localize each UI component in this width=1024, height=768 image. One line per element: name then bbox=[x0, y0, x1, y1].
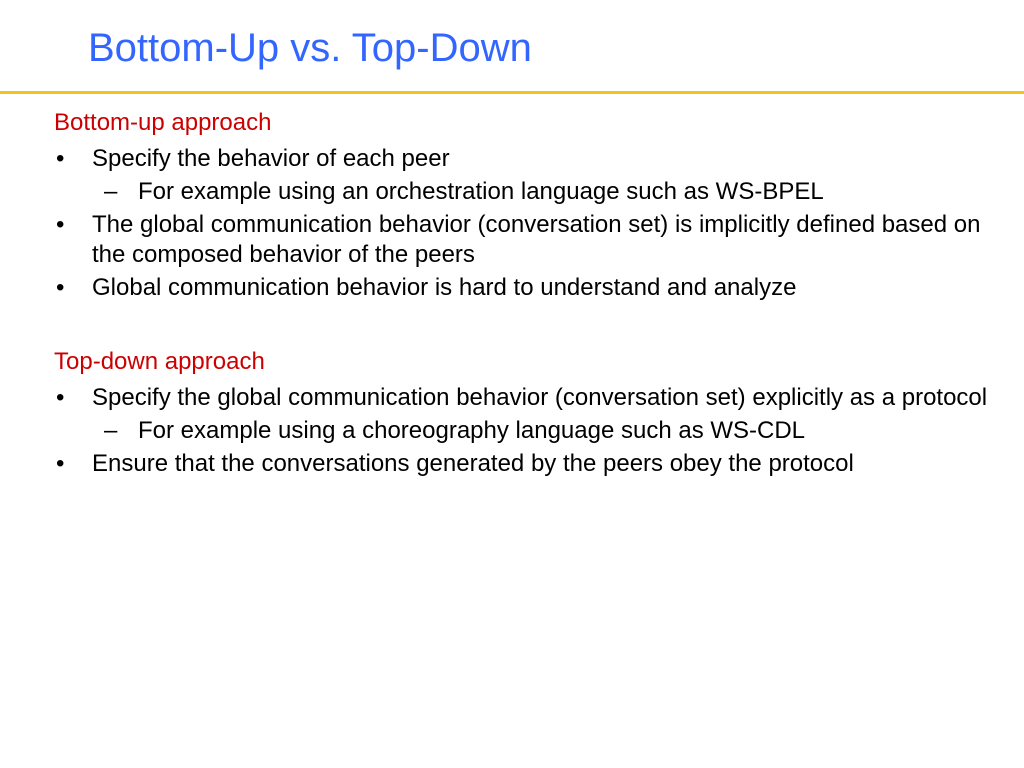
bottom-up-bullet-1 bbox=[54, 144, 1004, 174]
bottom-up-bullet-3 bbox=[54, 273, 1004, 303]
top-down-bullet-2 bbox=[54, 449, 1004, 479]
bullet-text: Global communication behavior is hard to understand and analyze bbox=[92, 274, 797, 301]
bottom-up-heading: Bottom-up approach bbox=[54, 109, 272, 136]
bottom-up-bullet-2 bbox=[54, 210, 1004, 270]
bullet-marker: • bbox=[56, 384, 65, 411]
bullet-text: Ensure that the conversations generated by the peers obey the protocol bbox=[92, 450, 854, 477]
bullet-marker: • bbox=[56, 145, 65, 172]
sub-bullet-text: For example using a choreography language such as WS-CDL bbox=[138, 417, 806, 444]
sub-bullet-text: For example using an orchestration language such as WS-BPEL bbox=[138, 178, 824, 205]
top-down-heading: Top-down approach bbox=[54, 348, 265, 375]
slide-body bbox=[54, 105, 1004, 482]
sub-bullet-marker: – bbox=[104, 417, 118, 444]
bullet-marker: • bbox=[56, 274, 65, 301]
bullet-text: Specify the global communication behavior (conversation set) explicitly as a protocol bbox=[92, 384, 988, 411]
bullet-marker: • bbox=[56, 450, 65, 477]
bullet-text: The global communication behavior (conversation set) is implicitly defined based on the composed behavior of the peers bbox=[92, 211, 981, 268]
slide-title: Bottom-Up vs. Top-Down bbox=[88, 26, 532, 70]
bullet-marker: • bbox=[56, 211, 65, 238]
top-down-sub-bullet-1 bbox=[54, 416, 1004, 446]
top-down-bullet-1 bbox=[54, 383, 1004, 413]
bullet-text: Specify the behavior of each peer bbox=[92, 145, 450, 172]
sub-bullet-marker: – bbox=[104, 178, 118, 205]
title-divider bbox=[0, 91, 1024, 94]
section-spacer bbox=[54, 306, 1004, 344]
bottom-up-sub-bullet-1 bbox=[54, 177, 1004, 207]
